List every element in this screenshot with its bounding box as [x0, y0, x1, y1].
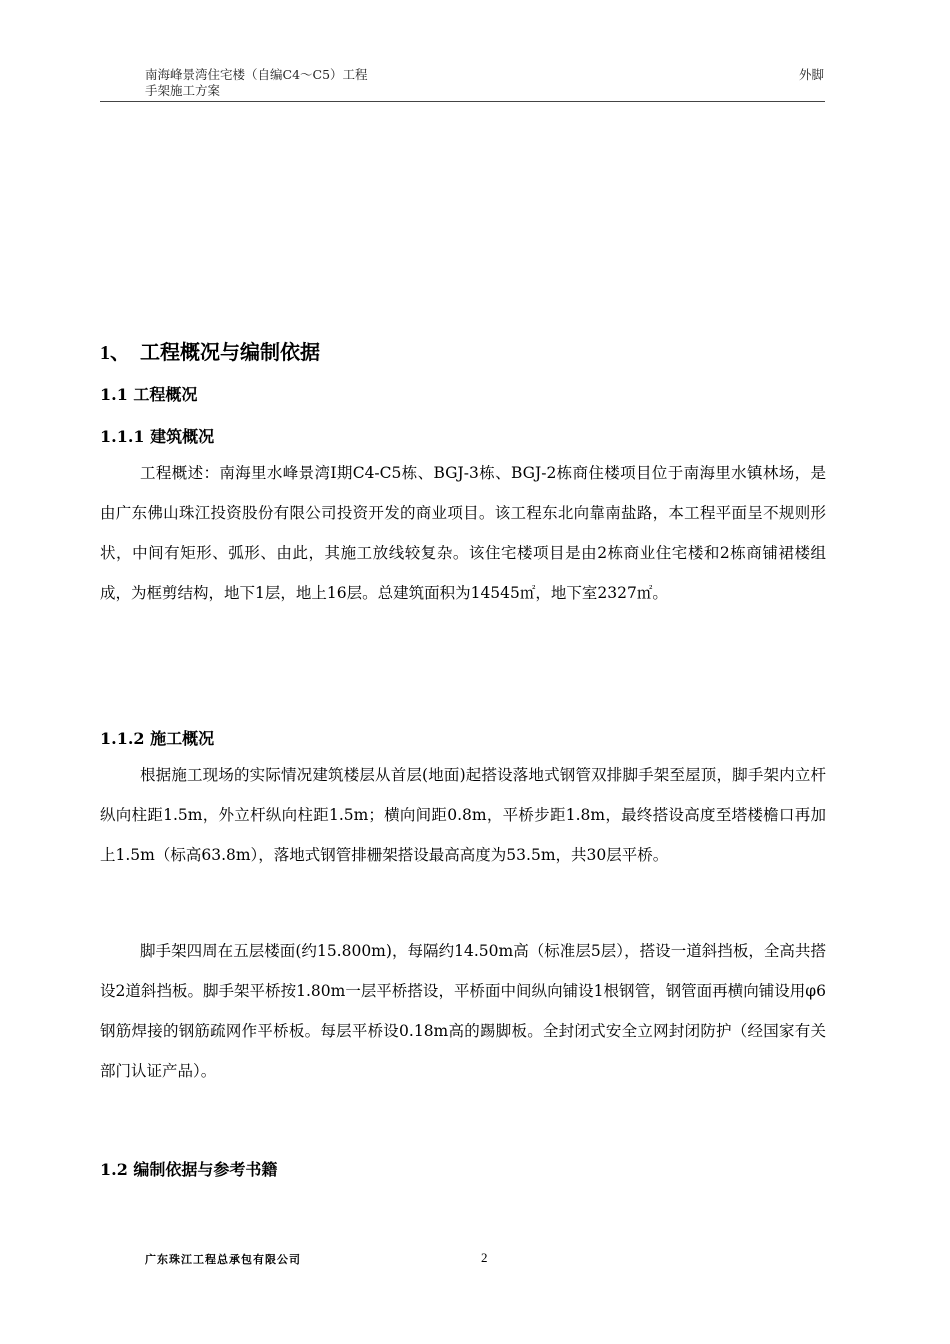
header-rule — [100, 101, 825, 102]
header-title — [145, 67, 368, 99]
footer-company: 广东珠江工程总承包有限公司 — [145, 1253, 301, 1266]
building-overview-paragraph: 工程概述：南海里水峰景湾Ⅰ期C4-C5栋、BGJ-3栋、BGJ-2栋商住楼项目位于南海里水镇林场，是由广东佛山珠江投资股份有限公司投资开发的商业项目。该工程东北向靠南盐路，本工程平面呈不规则形状，中间有矩形、弧形、由此，其施工放线较复杂。该住宅楼项目是由2栋商业住宅楼和2栋商铺裙楼组成，为框剪结构，地下1层，地上16层。总建筑面积为14545㎡，地下室2327㎡。 — [100, 464, 826, 602]
section-1-2-heading: 1.2 编制依据与参考书籍 — [100, 1160, 278, 1179]
section-1-heading — [100, 336, 320, 365]
construction-overview-paragraph-1: 根据施工现场的实际情况建筑楼层从首层(地面)起搭设落地式钢管双排脚手架至屋顶，脚手架内立杆纵向柱距1.5m，外立杆纵向柱距1.5m；横向间距0.8m，平桥步距1.8m，最终搭设高度至塔楼檐口再加上1.5m（标高63.8m），落地式钢管排栅架搭设最高高度为53.5m，共30层平桥。 — [100, 766, 826, 864]
header-title-line1: 南海峰景湾住宅楼（自编C4～C5）工程 — [145, 67, 368, 82]
section-1-number: 1、 — [100, 342, 130, 364]
page-number: 2 — [481, 1250, 488, 1265]
section-1-1-2-heading: 1.1.2 施工概况 — [100, 729, 215, 748]
header-title-line2: 手架施工方案 — [145, 83, 221, 98]
section-1-title: 工程概况与编制依据 — [140, 340, 320, 364]
section-1-1-1-heading: 1.1.1 建筑概况 — [100, 427, 215, 446]
construction-overview-paragraph-2: 脚手架四周在五层楼面(约15.800m)，每隔约14.50m高（标准层5层），搭设一道斜挡板，全高共搭设2道斜挡板。脚手架平桥按1.80m一层平桥搭设，平桥面中间纵向铺设1根钢管，钢管面再横向铺设用φ6钢筋焊接的钢筋疏网作平桥板。每层平桥设0.18m高的踢脚板。全封闭式安全立网封闭防护（经国家有关部门认证产品）。 — [100, 942, 826, 1080]
section-1-1-heading: 1.1 工程概况 — [100, 385, 198, 404]
header-right-label: 外脚 — [798, 67, 824, 82]
